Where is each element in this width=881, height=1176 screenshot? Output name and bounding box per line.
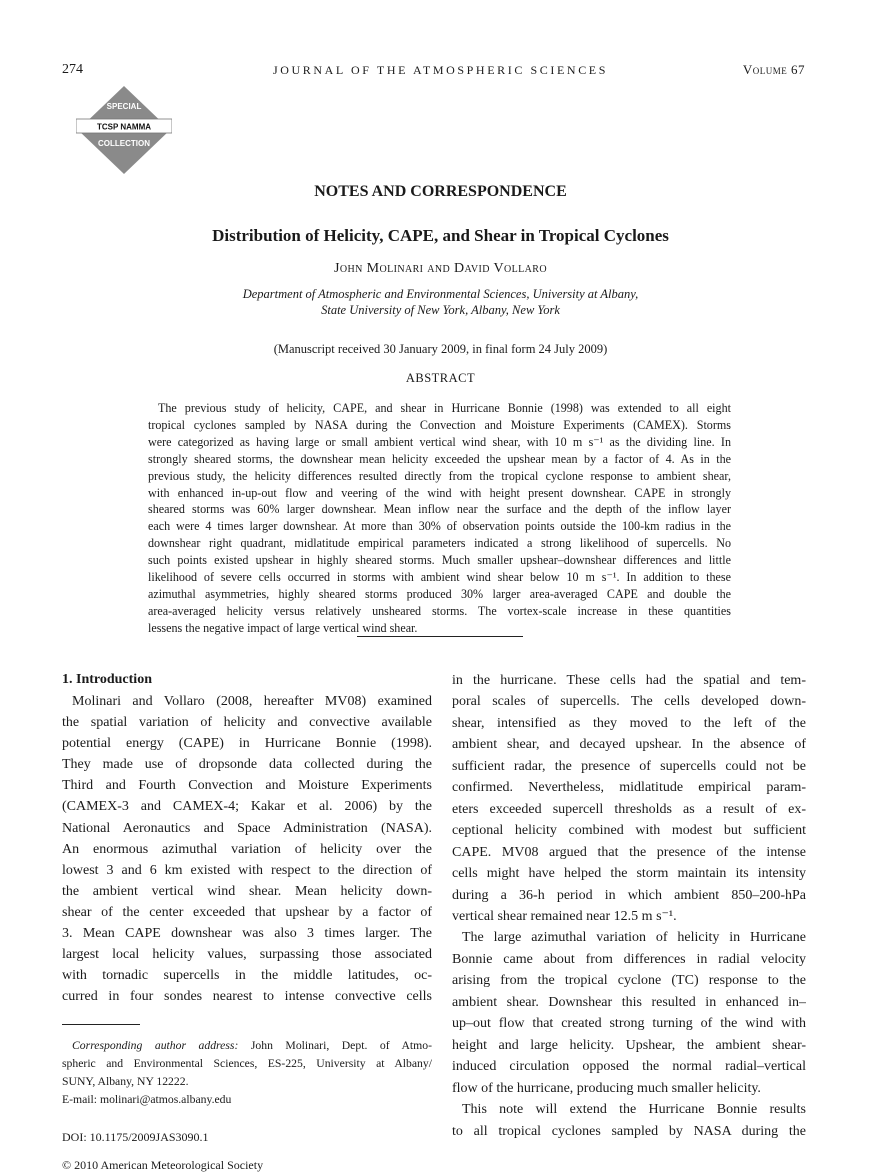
text-line: downshear right quadrant, midlatitude empirical parameters indicated a strong likelihood of supercells. No (148, 536, 731, 551)
affiliation-line: Department of Atmospheric and Environmental Sciences, University at Albany, (242, 287, 639, 301)
text-line: cells might have helped the storm maintain its intensity (452, 866, 806, 882)
doi: DOI: 10.1175/2009JAS3090.1 (62, 1130, 209, 1144)
text-line: each were 4 times larger downshear. At more than 30% of observation points outside the 100-km radius in the (148, 519, 731, 534)
text-line: They made use of dropsonde data collected during the (62, 757, 432, 773)
special-collection-logo (76, 84, 172, 176)
text-line: induced circulation opposed the normal radial–vertical (452, 1059, 806, 1075)
text-line: curred in four sondes nearest to intense convective cells (62, 989, 432, 1005)
manuscript-dates: (Manuscript received 30 January 2009, in final form 24 July 2009) (273, 342, 608, 356)
text-line: The previous study of helicity, CAPE, and shear in Hurricane Bonnie (1998) was extended to all eight (158, 401, 731, 415)
text-line: 3. Mean CAPE downshear was also 3 times larger. The (62, 926, 432, 942)
text-line: (CAMEX-3 and CAMEX-4; Kakar et al. 2006) by the (62, 799, 432, 815)
text-line: eters exceeded supercell thresholds as a result of ex- (452, 801, 806, 817)
right-column-text (452, 670, 806, 1142)
text-line: area-averaged helicity versus relatively unsheared storms. The vortex-scale increase in these quantities (148, 603, 731, 618)
text-line: CAPE. MV08 argued that the presence of the intense (452, 844, 806, 860)
text-line: National Aeronautics and Space Administration (NASA). (62, 820, 432, 836)
authors: John Molinari and David Vollaro (334, 261, 547, 276)
text-line: poral scales of supercells. The cells developed down- (452, 694, 806, 710)
abstract-heading: ABSTRACT (405, 371, 476, 385)
text-line: vertical shear remained near 12.5 m s⁻¹. (452, 908, 677, 924)
copyright: © 2010 American Meteorological Society (62, 1158, 264, 1172)
text-line: shear, intensified as they moved to the left of the (452, 715, 806, 731)
text-line: up–out flow that created strong turning of the wind with (452, 1016, 806, 1032)
text-line: flow of the hurricane, producing much smaller helicity. (452, 1080, 761, 1096)
text-line: the ambient vertical wind shear. Mean helicity down- (62, 883, 432, 899)
text-line: strongly sheared storms, the downshear mean helicity exceeded the upshear mean by a factor of 4. As in the (148, 451, 731, 466)
volume-label: Volume 67 (742, 62, 805, 77)
text-line: confirmed. Nevertheless, midlatitude empirical param- (452, 780, 806, 796)
text-line: ambient shear, and decayed upshear. In the absence of (452, 737, 806, 753)
article-title: Distribution of Helicity, CAPE, and Shear in Tropical Cyclones (212, 226, 669, 245)
section-label: NOTES AND CORRESPONDENCE (314, 183, 567, 200)
footnote-label: Corresponding author address: (72, 1039, 239, 1052)
footnote-email: E-mail: molinari@atmos.albany.edu (62, 1093, 232, 1106)
text-line: Third and Fourth Convection and Moisture Experiments (62, 778, 432, 794)
logo-middle-text: TCSP NAMMA (96, 122, 152, 132)
text-line: with enhanced in-up-out flow and veering of the wind with height present downshear. CAPE in strongly (148, 485, 731, 500)
divider (357, 636, 523, 637)
section-heading: 1. Introduction (62, 672, 152, 687)
text-line: shear of the center exceeded that upshear by a factor of (62, 904, 432, 920)
text-line: with tornadic supercells in the middle latitudes, oc- (62, 968, 432, 984)
text-line: ceptional helicity combined with modest but sufficient (452, 823, 806, 839)
text-line: height and large helicity. Upshear, the ambient shear- (452, 1037, 806, 1053)
text-line: potential energy (CAPE) in Hurricane Bonnie (1998). (62, 736, 432, 752)
page-number: 274 (62, 62, 83, 77)
text-line: were categorized as having large or small ambient vertical wind shear, with 10 m s⁻¹ as the dividing line. In (148, 434, 731, 449)
text-line: the spatial variation of helicity and convective available (62, 715, 432, 731)
text-line: Bonnie came about from differences in radial velocity (452, 951, 806, 967)
text-line: tropical cyclones sampled by NASA during the Convection and Moisture Experiments (CAMEX). Storms (148, 417, 731, 432)
text-line: likelihood of severe cells occurred in storms with ambient wind shear below 10 m s⁻¹. In addition to these (148, 570, 731, 585)
journal-name: JOURNAL OF THE ATMOSPHERIC SCIENCES (272, 63, 609, 77)
affiliation-line: State University of New York, Albany, New York (321, 303, 560, 317)
text-line: sufficient radar, the presence of supercells could not be (452, 758, 806, 774)
logo-bottom-text: COLLECTION (98, 139, 150, 148)
text-line: lessens the negative impact of large vertical wind shear. (148, 620, 418, 635)
text-line: largest local helicity values, surpassing those associated (62, 947, 432, 963)
text-line: lowest 3 and 6 km existed with respect to the direction of (62, 862, 432, 878)
footnote-text: SUNY, Albany, NY 12222. (62, 1075, 189, 1088)
text-line: The large azimuthal variation of helicity in Hurricane (462, 930, 806, 946)
footnote-text: John Molinari, Dept. of Atmo- (238, 1039, 432, 1052)
text-line: to all tropical cyclones sampled by NASA during the (452, 1123, 806, 1139)
footnote-divider (62, 1024, 140, 1025)
text-line: Molinari and Vollaro (2008, hereafter MV08) examined (72, 694, 432, 709)
left-column-text (62, 691, 432, 1007)
text-line: arising from the tropical cyclone (TC) response to the (452, 973, 806, 989)
abstract (148, 400, 731, 637)
footnote (62, 1037, 432, 1109)
text-line: ambient shear. Downshear this resulted in enhanced in– (452, 994, 806, 1010)
text-line: during a 36-h period in which ambient 850–200-hPa (452, 887, 806, 903)
text-line: sheared storms was 60% larger downshear. Mean inflow near the surface and the depth of the inflow layer (148, 502, 731, 517)
text-line: azimuthal asymmetries, highly sheared storms produced 30% larger area-averaged CAPE and double the (148, 586, 731, 601)
text-line: in the hurricane. These cells had the spatial and tem- (452, 673, 806, 688)
footnote-text: spheric and Environmental Sciences, ES-225, University at Albany/ (62, 1057, 432, 1070)
text-line: This note will extend the Hurricane Bonnie results (462, 1102, 806, 1118)
text-line: An enormous azimuthal variation of helicity over the (62, 841, 432, 857)
text-line: previous study, the helicity differences resulted directly from the tropical cyclone response to ambient shear, (148, 468, 731, 483)
logo-top-text: SPECIAL (106, 102, 142, 111)
text-line: such points existed upshear in highly sheared storms. Much smaller upshear–downshear differences and little (148, 553, 731, 568)
